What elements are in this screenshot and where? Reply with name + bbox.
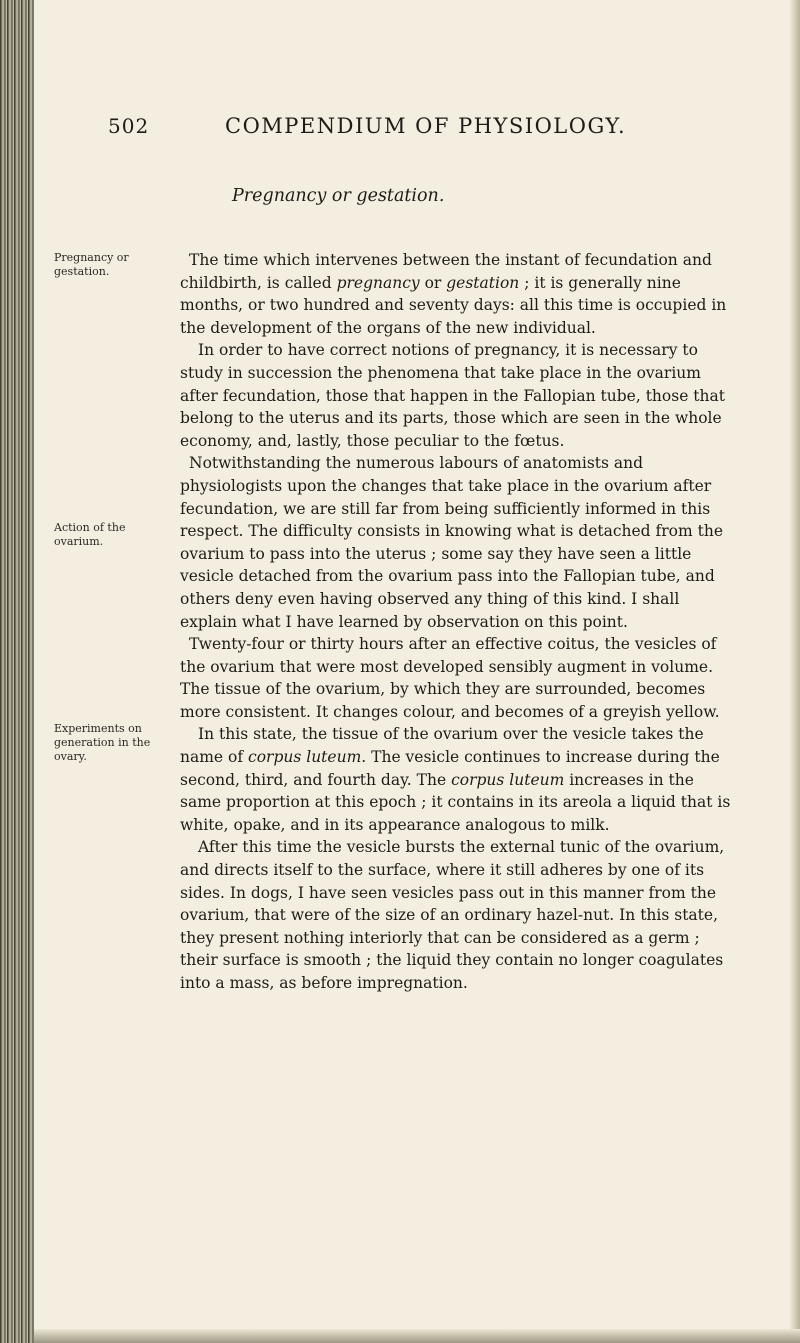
paragraph-5-text-before: In this state, the tissue of the ovarium over the vesicle takes the name of xyxy=(180,725,704,767)
paragraph-3: Notwithstanding the numerous labours of anatomists and physiologists upon the changes that take place in the ovarium after fecundation, we are still far from being sufficiently informed in this respect. The difficulty consists in knowing what is detached from the ovarium to pass into the uterus ; some say they have seen a little vesicle detached from the ovarium pass into the Fallopian tube, and others deny even having observed any thing of this kind. I shall explain what I have learned by observation on this point. xyxy=(180,454,724,631)
paragraph-1-text-before: The time which intervenes between the instant of fecundation and childbirth, is called xyxy=(180,251,712,292)
paragraph-1 xyxy=(180,249,732,339)
body-text xyxy=(180,249,732,995)
running-head: COMPENDIUM OF PHYSIOLOGY. xyxy=(225,114,627,138)
paragraph-5-text-after: increases in the same proportion at this epoch ; it contains in its areola a liquid that is white, opake, and in its appearance analogous to milk. xyxy=(180,770,731,834)
paragraph-6: After this time the vesicle bursts the external tunic of the ovarium, and directs itself to the surface, where it still adheres by one of its sides. In dogs, I have seen vesicles pass out in this manner from the ovarium, that were of the size of an ordinary hazel-nut. In this state, they present nothing interiorly that can be considered as a germ ; their surface is smooth ; the liquid they contain no longer coagulates into a mass, as before impregnation. xyxy=(180,838,725,992)
paragraph-5-term-corpus-luteum-2: corpus luteum xyxy=(451,770,565,789)
sidenote-ovarium-action: Action of the ovarium. xyxy=(54,521,126,548)
paragraph-2: In order to have correct notions of pregnancy, it is necessary to study in succession the phenomena that take place in the ovarium after fecundation, those that happen in the Fallopian tube, those that belong to the uterus and its parts, those which are seen in the whole economy, and, lastly, those peculiar to the fœtus. xyxy=(180,341,725,450)
page-header xyxy=(108,114,728,144)
page-right-edge xyxy=(790,0,800,1343)
paragraph-1-term-gestation: gestation xyxy=(446,273,520,292)
section-title: Pregnancy or gestation. xyxy=(232,186,445,206)
paragraph-1-text-or: or xyxy=(419,273,447,292)
paragraph-1-term-pregnancy: pregnancy xyxy=(336,273,420,292)
sidenote-experiments: Experiments on generation in the ovary. xyxy=(54,722,151,763)
paragraph-5 xyxy=(180,723,732,836)
page-number: 502 xyxy=(108,114,150,138)
sidenote-pregnancy: Pregnancy or gestation. xyxy=(54,251,129,278)
paragraph-4: Twenty-four or thirty hours after an effective coitus, the vesicles of the ovarium that were most developed sensibly augment in volume. The tissue of the ovarium, by which they are surrounded, becomes more consistent. It changes colour, and becomes of a greyish yellow. xyxy=(180,635,720,721)
book-spine-edge xyxy=(0,0,34,1343)
page-bottom-edge xyxy=(34,1329,800,1343)
paragraph-1-text-after: ; it is generally nine months, or two hundred and seventy days: all this time is occupied in the development of the organs of the new individual. xyxy=(180,273,727,337)
paragraph-5-text-middle: . The vesicle continues to increase during the second, third, and fourth day. The xyxy=(180,748,720,789)
paragraph-5-term-corpus-luteum: corpus luteum xyxy=(248,748,362,767)
